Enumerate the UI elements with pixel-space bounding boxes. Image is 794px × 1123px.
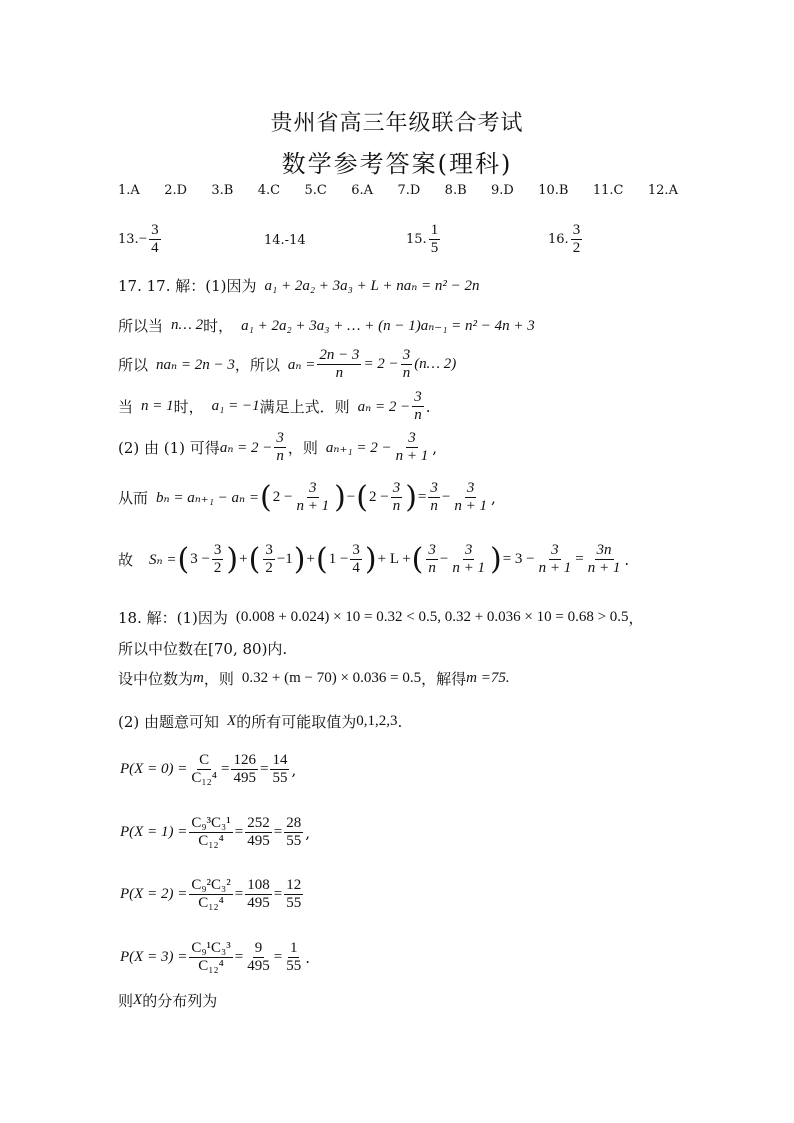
q18-line-3: 设中位数为 m ，则 0.32 + (m − 70) × 0.036 = 0.5 ，解得 m =75. [118,670,510,688]
multiple-choice-answers [118,183,678,198]
q17-line-2: 所以当 n… 2 时， a₁ + 2a₂ + 3a₃ + … + (n − 1)aₙ₋₁ = n² − 4n + 3 [118,317,535,335]
answer-12: 12.A [647,183,678,198]
blank-13: 13. − $\frac{3}{4}$ [118,222,159,256]
exam-title: 贵州省高三年级联合考试 [270,111,524,136]
q18-line-1: 18. 解：(1)因为 (0.008 + 0.024) × 10 = 0.32 < 0.5, 0.32 + 0.036 × 10 = 0.68 > 0.5 ， [118,609,644,627]
answer-1: 1.A [118,183,140,198]
q18-distribution-intro: 则 X 的分布列为 [118,992,218,1010]
q17-line-1: 17. 17. 解：(1)因为 a₁ + 2a₂ + 3a₃ + L + naₙ = n² − 2n [118,277,480,295]
q17-line-6: 从而 bₙ = aₙ₊₁ − aₙ = ( 2 − $\frac{3}{n + 1}$ ) − ( 2 − $\frac{3}{n}$ ) = $\frac{3}{n}$ − $\frac{3}{n + 1}$ , [118,479,496,515]
blank-16: 16. $\frac{3}{2}$ [548,222,581,256]
answer-3: 3.B [211,183,234,198]
answer-10: 10.B [538,183,569,198]
answer-2: 2.D [164,183,188,198]
q17-line-7: 故 Sₙ = ( 3 − $\frac{3}{2}$ ) + ( $\frac{3}{2}$ −1 ) + ( 1 − $\frac{3}{4}$ ) + L + ( $\frac{3}{n}$ − $\frac{3}{n + 1}$ ) = 3 − $\frac{3}{n + 1}$ = $\frac{3n}{n + 1}$ . [118,541,630,577]
prob-x3: P(X = 3) = $\frac{\text{C₉¹C₃³}}{\text{C₁₂⁴}}$ = $\frac{9}{495}$ = $\frac{1}{55}$ . [120,940,310,974]
q18-line-2: 所以中位数在[70, 80)内. [118,640,288,658]
blank-14: 14.-14 [264,233,306,248]
answer-9: 9.D [491,183,514,198]
q17-line-4: 当 n = 1 时， a₁ = −1 满足上式．则 aₙ = 2 − $\frac{3}{n}$ . [118,389,431,423]
prob-x0: P(X = 0) = $\frac{C}{\text{C₁₂⁴}}$ = $\frac{126}{495}$ = $\frac{14}{55}$ , [120,752,297,786]
prob-x2: P(X = 2) = $\frac{\text{C₉²C₃²}}{\text{C₁₂⁴}}$ = $\frac{108}{495}$ = $\frac{12}{55}$ [120,877,302,911]
answer-7: 7.D [397,183,421,198]
q17-line-5: (2) 由 (1) 可得 aₙ = 2 − $\frac{3}{n}$ ，则 aₙ₊₁ = 2 − $\frac{3}{n + 1}$ , [118,430,438,464]
answer-4: 4.C [257,183,281,198]
blank-15: 15. $\frac{1}{5}$ [406,222,439,256]
answer-8: 8.B [444,183,467,198]
prob-x1: P(X = 1) = $\frac{\text{C₉³C₃¹}}{\text{C₁₂⁴}}$ = $\frac{252}{495}$ = $\frac{28}{55}$ , [120,815,310,849]
q17-line-3: 所以 naₙ = 2n − 3 ，所以 aₙ = $\frac{2n - 3}{n}$ = 2 − $\frac{3}{n}$ (n… 2) [118,347,457,381]
answer-6: 6.A [351,183,374,198]
answer-key-title: 数学参考答案(理科) [281,150,513,178]
q18-line-4: (2) 由题意可知 X 的所有可能取值为 0,1,2,3 . [118,712,403,731]
answer-11: 11.C [592,183,624,198]
answer-5: 5.C [304,183,327,198]
